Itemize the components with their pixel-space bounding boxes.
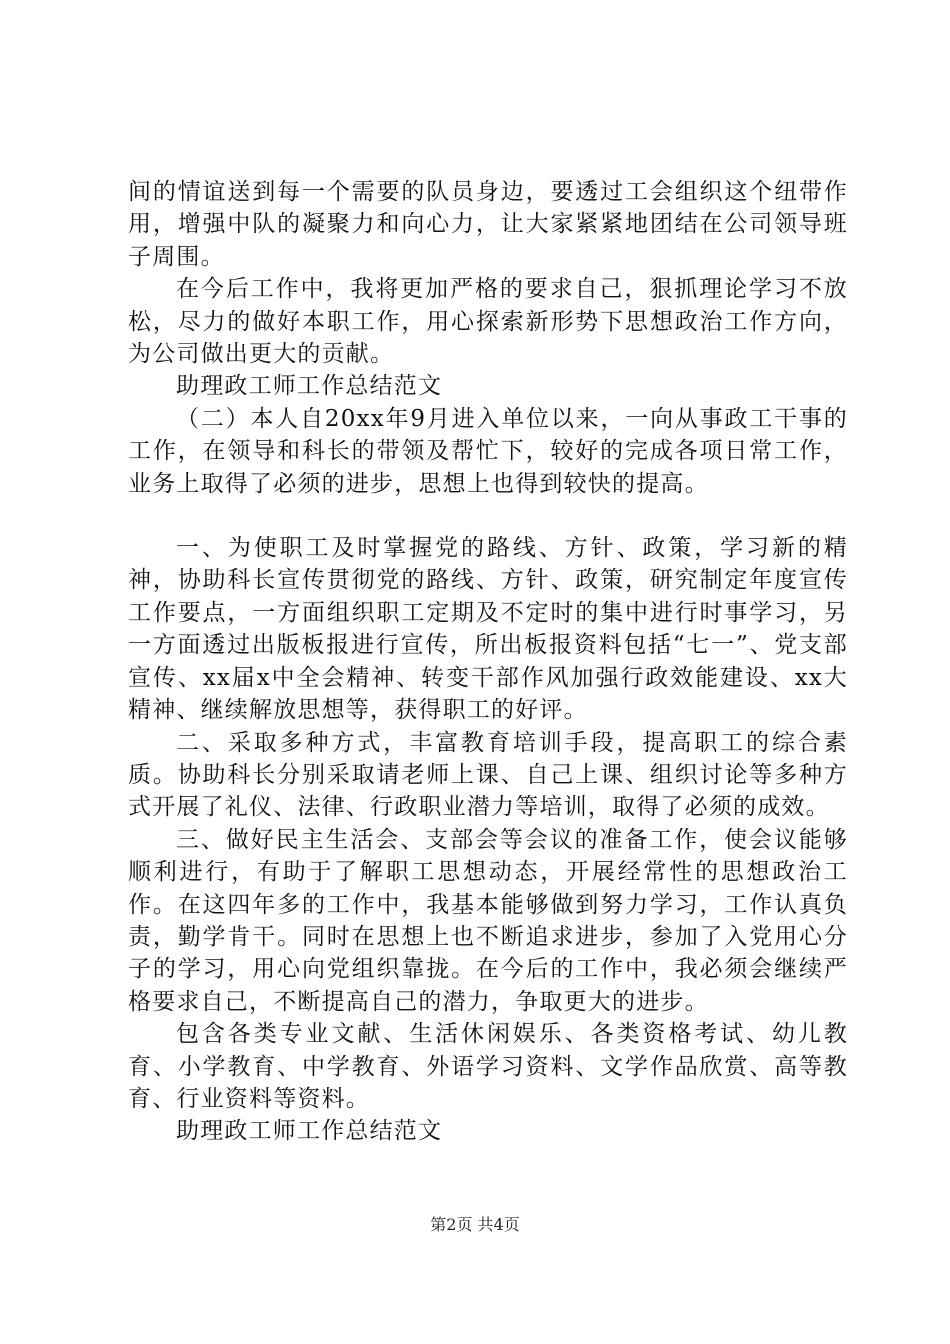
paragraph-future-work: 在今后工作中，我将更加严格的要求自己，狠抓理论学习不放松，尽力的做好本职工作，用心探索新形势下思想政治工作方向，为公司做出更大的贡献。	[128, 276, 848, 368]
section-heading-repeat: 助理政工师工作总结范文	[176, 1118, 443, 1145]
paragraph-point-one: 一、为使职工及时掌握党的路线、方针、政策，学习新的精神，协助科长宣传贯彻党的路线、方针、政策，研究制定年度宣传工作要点，一方面组织职工定期及不定时的集中进行时事学习，另一方面透过出版板报进行宣传，所出板报资料包括“七一”、党支部宣传、xx届x中全会精神、转变干部作风加强行政效能建设、xx大精神、继续解放思想等，获得职工的好评。	[128, 535, 848, 724]
document-body	[128, 176, 848, 1148]
paragraph-continuation: 间的情谊送到每一个需要的队员身边，要透过工会组织这个纽带作用，增强中队的凝聚力和向心力，让大家紧紧地团结在公司领导班子周围。	[128, 179, 848, 270]
paragraph-gap	[128, 500, 848, 532]
paragraph-introduction: （二）本人自20xx年9月进入单位以来，一向从事政工干事的工作，在领导和科长的带领及帮忙下，较好的完成各项日常工作，业务上取得了必须的进步，思想上也得到较快的提高。	[128, 405, 848, 497]
paragraph-contents-note: 包含各类专业文献、生活休闲娱乐、各类资格考试、幼儿教育、小学教育、中学教育、外语学习资料、文学作品欣赏、高等教育、行业资料等资料。	[128, 1021, 848, 1112]
page-number-footer: 第2页 共4页	[430, 1215, 520, 1234]
section-heading: 助理政工师工作总结范文	[176, 373, 443, 400]
paragraph-point-three: 三、做好民主生活会、支部会等会议的准备工作，使会议能够顺利进行，有助于了解职工思想动态，开展经常性的思想政治工作。在这四年多的工作中，我基本能够做到努力学习，工作认真负责，勤学肯干。同时在思想上也不断追求进步，参加了入党用心分子的学习，用心向党组织靠拢。在今后的工作中，我必须会继续严格要求自己，不断提高自己的潜力，争取更大的进步。	[128, 826, 848, 1015]
paragraph-point-two: 二、采取多种方式，丰富教育培训手段，提高职工的综合素质。协助科长分别采取请老师上课、自己上课、组织讨论等多种方式开展了礼仪、法律、行政职业潜力等培训，取得了必须的成效。	[128, 729, 848, 821]
